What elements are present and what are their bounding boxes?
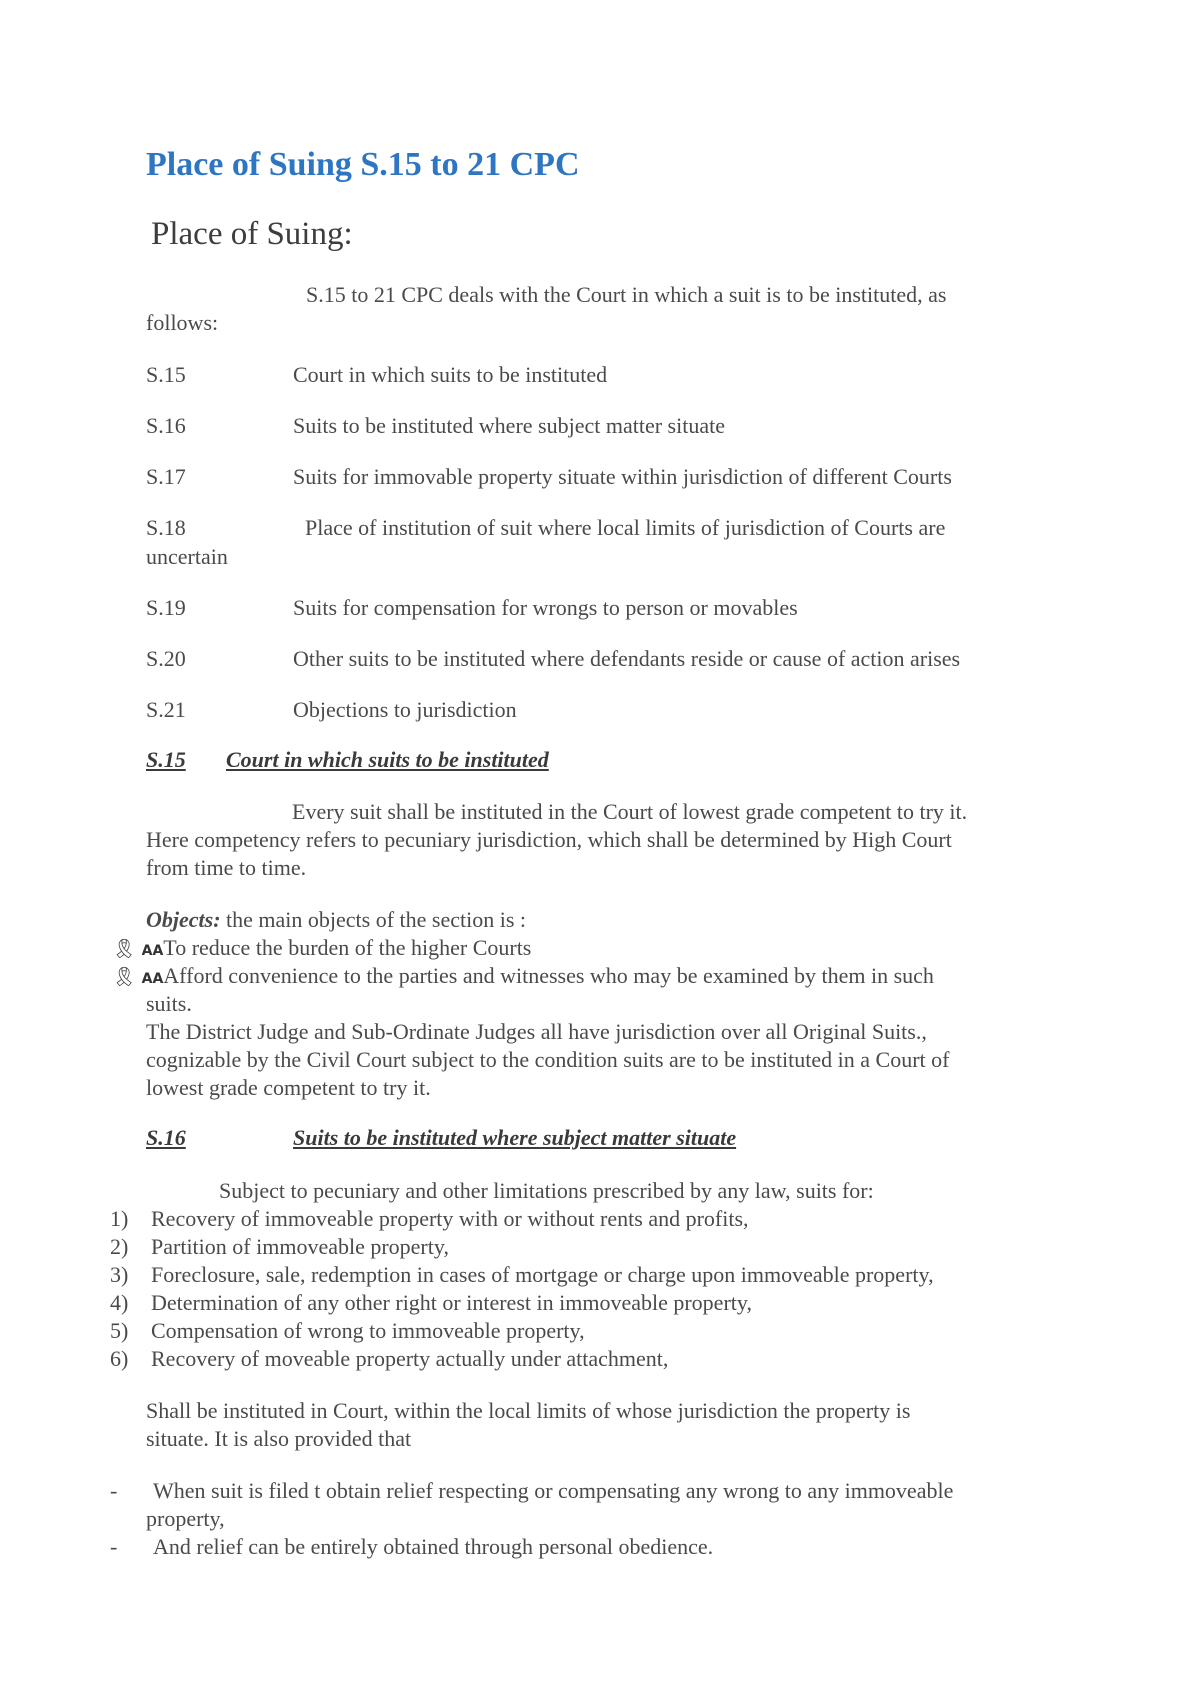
section-title-continued: uncertain xyxy=(146,544,228,569)
section-subtitle: Place of Suing: xyxy=(151,216,353,252)
intro-line-1: S.15 to 21 CPC deals with the Court in which a suit is to be instituted, as xyxy=(306,282,947,307)
numbered-item-text: Determination of any other right or interest in immoveable property, xyxy=(151,1290,752,1315)
numbered-item-text: Compensation of wrong to immoveable property, xyxy=(151,1318,585,1343)
section-title: Place of institution of suit where local limits of jurisdiction of Courts are xyxy=(305,515,946,540)
proviso-dash: - xyxy=(110,1534,118,1559)
numbered-item-text: Recovery of moveable property actually under attachment, xyxy=(151,1346,669,1371)
bullet-text-continued: suits. xyxy=(146,991,192,1016)
s16-heading-code: S.16 xyxy=(146,1125,186,1150)
s15-para2-line-1: The District Judge and Sub-Ordinate Judges all have jurisdiction over all Original Suits., xyxy=(146,1019,927,1044)
section-title: Suits for compensation for wrongs to person or movables xyxy=(293,595,798,620)
list-item xyxy=(112,962,934,993)
objects-label: Objects: xyxy=(146,907,221,932)
section-title: Court in which suits to be instituted xyxy=(293,362,608,387)
section-code: S.18 xyxy=(146,515,186,540)
intro-line-2: follows: xyxy=(146,310,219,335)
bullet-text: To reduce the burden of the higher Courts xyxy=(163,935,532,960)
section-code: S.16 xyxy=(146,413,186,438)
s16-intro: Subject to pecuniary and other limitations prescribed by any law, suits for: xyxy=(219,1178,874,1203)
list-item xyxy=(112,934,531,965)
section-code: S.19 xyxy=(146,595,186,620)
section-title: Other suits to be instituted where defendants reside or cause of action arises xyxy=(293,646,961,671)
numbered-item-number: 3) xyxy=(110,1262,129,1287)
section-title: Suits for immovable property situate within jurisdiction of different Courts xyxy=(293,464,952,489)
numbered-item-number: 1) xyxy=(110,1206,129,1231)
s15-heading-code: S.15 xyxy=(146,747,186,772)
proviso-dash: - xyxy=(110,1478,118,1503)
aa-bullet-icon: AA xyxy=(141,943,164,959)
objects-line xyxy=(146,906,526,934)
proviso-text: When suit is filed t obtain relief respecting or compensating any wrong to any immoveable xyxy=(153,1478,954,1503)
ribbon-bullet-icon: 🎗 xyxy=(112,966,137,988)
proviso-text: And relief can be entirely obtained through personal obedience. xyxy=(153,1534,714,1559)
objects-text: the main objects of the section is : xyxy=(220,907,527,932)
section-code: S.21 xyxy=(146,697,186,722)
s15-para-line-1: Every suit shall be instituted in the Court of lowest grade competent to try it. xyxy=(292,799,968,824)
numbered-item-text: Recovery of immoveable property with or without rents and profits, xyxy=(151,1206,749,1231)
aa-bullet-icon: AA xyxy=(141,971,164,987)
numbered-item-number: 4) xyxy=(110,1290,129,1315)
numbered-item-number: 2) xyxy=(110,1234,129,1259)
page-title: Place of Suing S.15 to 21 CPC xyxy=(146,146,580,183)
s15-heading-title: Court in which suits to be instituted xyxy=(226,747,549,772)
numbered-item-number: 5) xyxy=(110,1318,129,1343)
s15-para-line-2: Here competency refers to pecuniary jurisdiction, which shall be determined by High Court xyxy=(146,827,952,852)
section-code: S.20 xyxy=(146,646,186,671)
bullet-text: Afford convenience to the parties and witnesses who may be examined by them in such xyxy=(163,963,934,988)
ribbon-bullet-icon: 🎗 xyxy=(112,938,137,960)
s16-shall-line-2: situate. It is also provided that xyxy=(146,1426,412,1451)
numbered-item-text: Foreclosure, sale, redemption in cases of mortgage or charge upon immoveable property, xyxy=(151,1262,934,1287)
proviso-text-continued: property, xyxy=(146,1506,225,1531)
s16-heading-title: Suits to be instituted where subject matter situate xyxy=(293,1125,737,1150)
section-code: S.17 xyxy=(146,464,186,489)
s15-para2-line-3: lowest grade competent to try it. xyxy=(146,1075,431,1100)
s16-shall-line-1: Shall be instituted in Court, within the local limits of whose jurisdiction the property is xyxy=(146,1398,911,1423)
section-code: S.15 xyxy=(146,362,186,387)
s15-para2-line-2: cognizable by the Civil Court subject to the condition suits are to be instituted in a Court of xyxy=(146,1047,950,1072)
numbered-item-text: Partition of immoveable property, xyxy=(151,1234,449,1259)
section-title: Objections to jurisdiction xyxy=(293,697,517,722)
numbered-item-number: 6) xyxy=(110,1346,129,1371)
section-title: Suits to be instituted where subject matter situate xyxy=(293,413,725,438)
s15-para-line-3: from time to time. xyxy=(146,855,307,880)
